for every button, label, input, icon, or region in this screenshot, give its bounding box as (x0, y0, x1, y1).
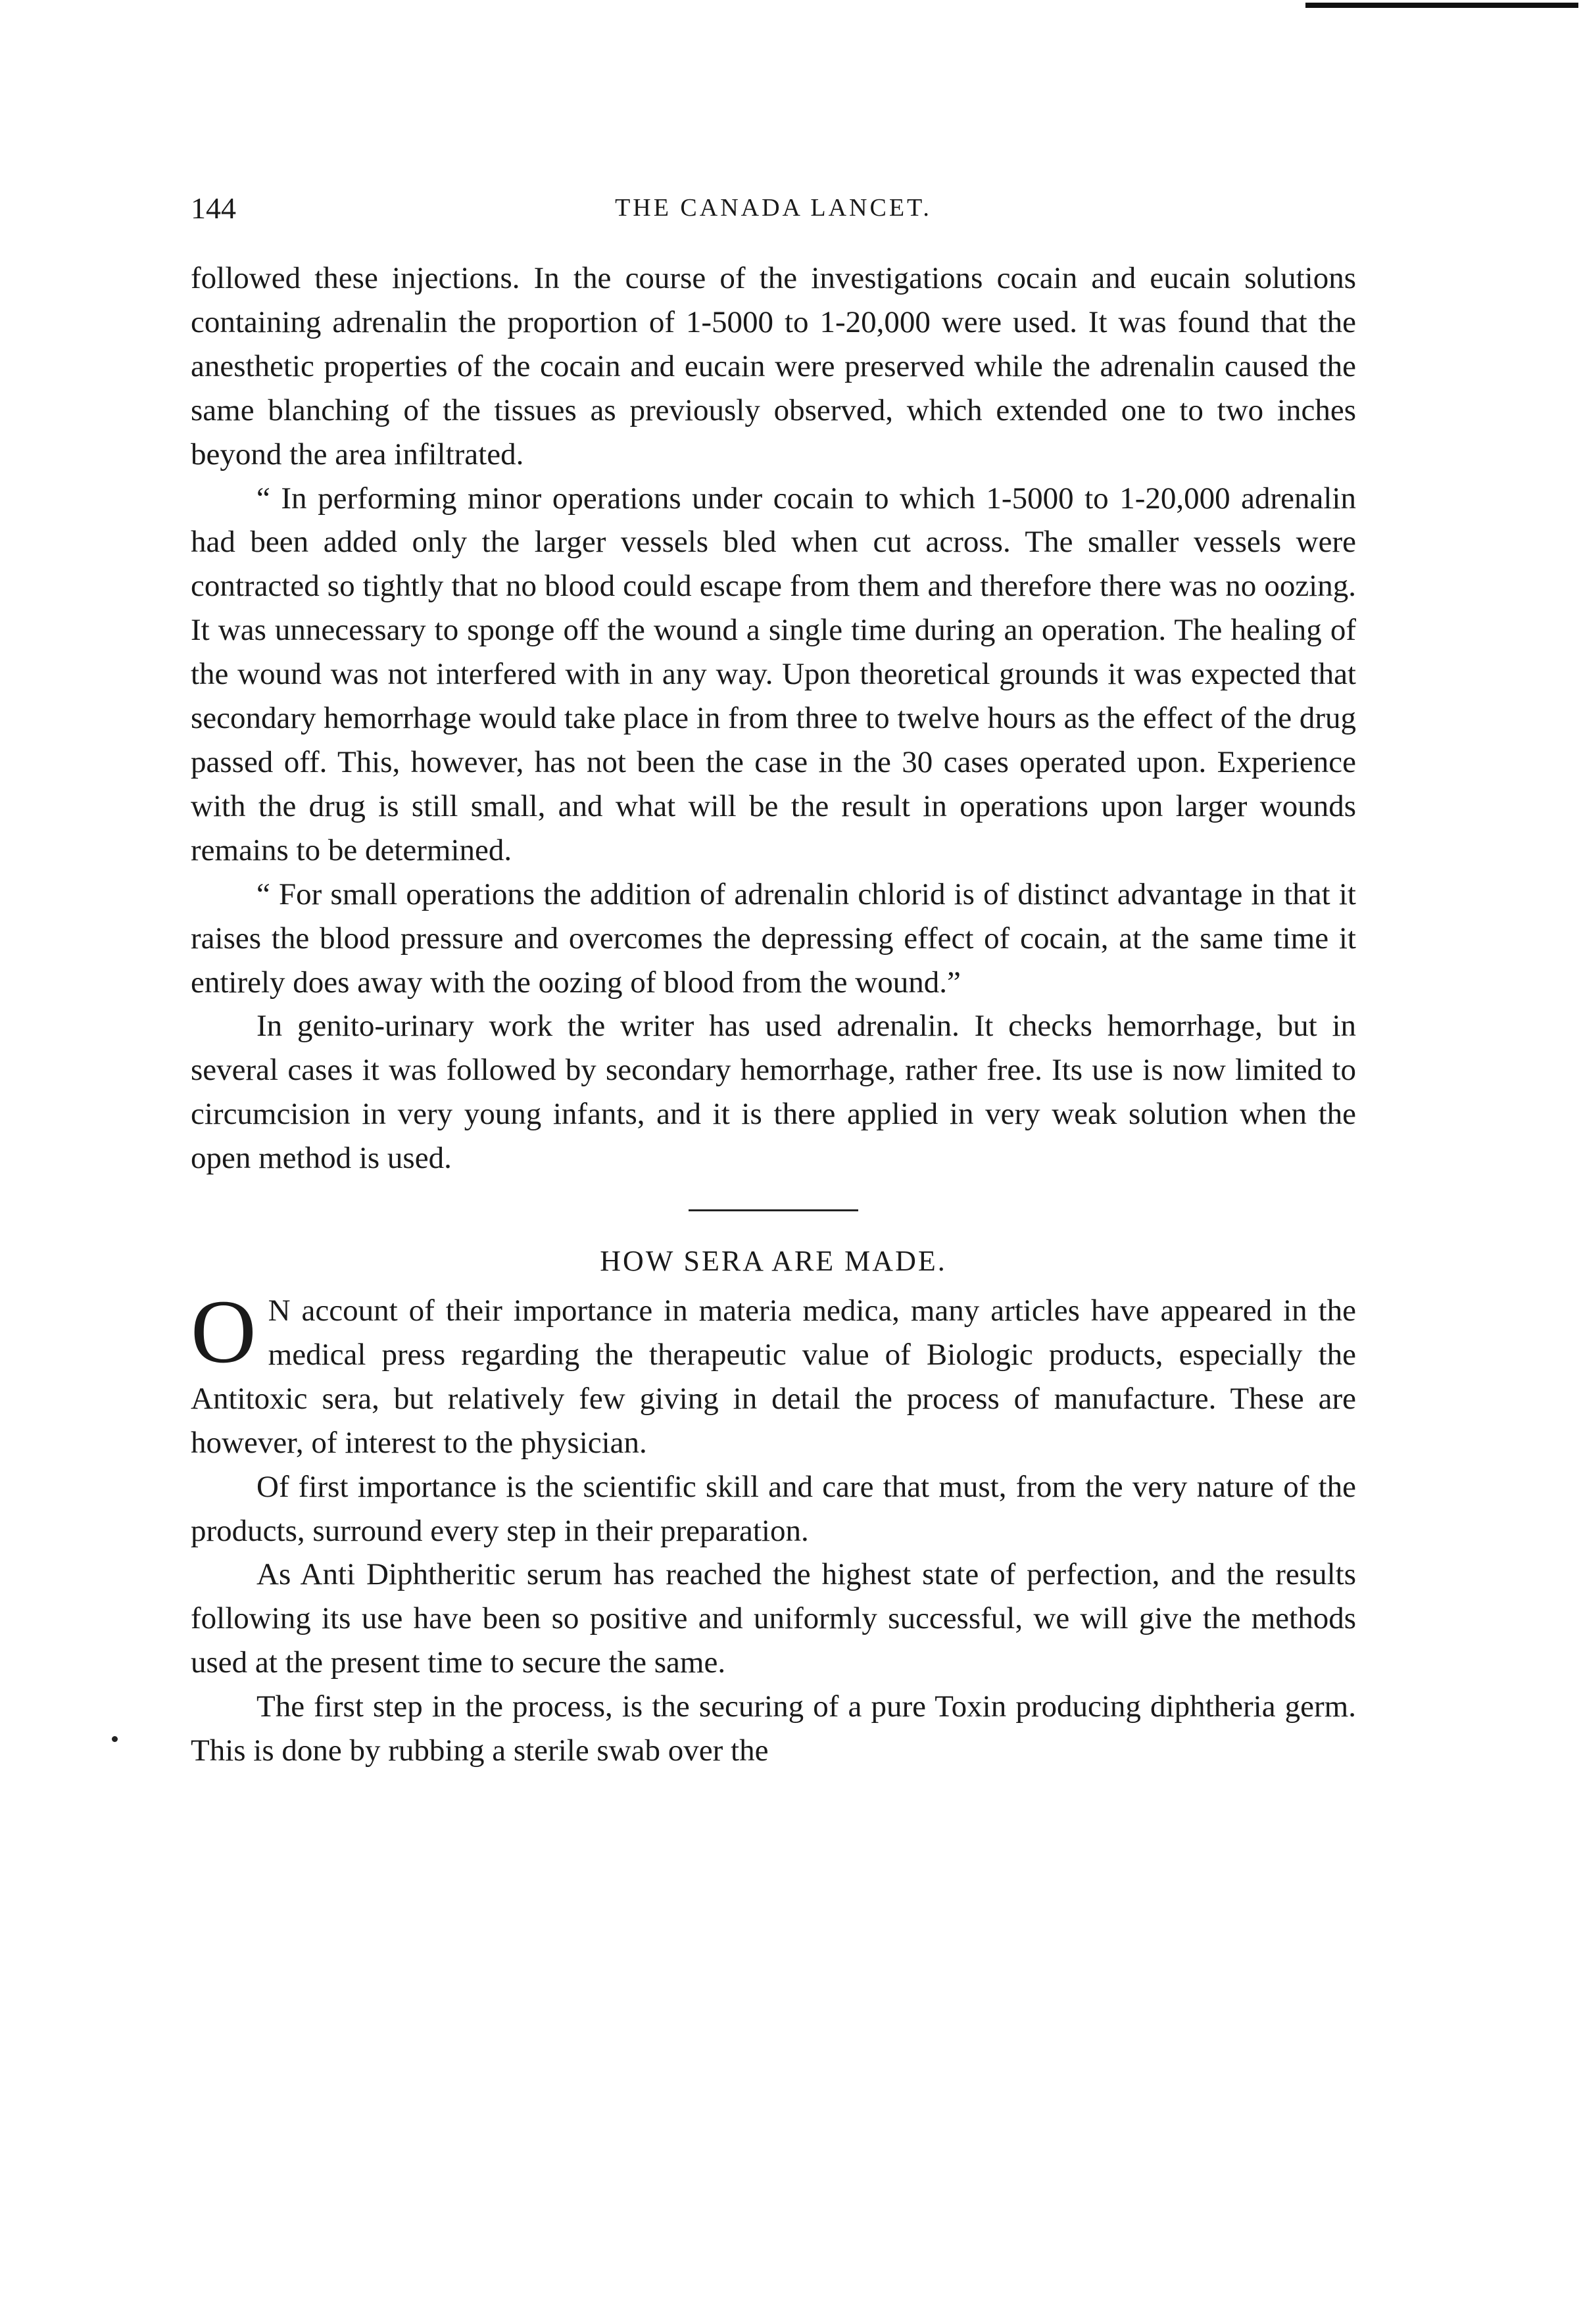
top-edge-rule (1305, 3, 1578, 8)
running-title: THE CANADA LANCET. (615, 194, 932, 222)
section-divider (689, 1209, 858, 1211)
drop-cap: O (191, 1281, 256, 1382)
paragraph-scientific-skill: Of first importance is the scientific skill and care that must, from the very nature of the products, surround every step in their preparation. (191, 1469, 1356, 1548)
page-header (191, 191, 1356, 230)
paragraph-quote-operations: “ In performing minor operations under cocain to which 1-5000 to 1-20,000 adrenalin had been added only the larger vessels bled when cut across. The smaller vessels were contracted so tightly that no blood could escape from them and therefore there was no oozing. It was unnecessary to sponge off the wound a single time during an operation. The healing of the wound was not interfered with in any way. Upon theoretical grounds it was expected that secondary hemorrhage would take place in from three to twelve hours as the effect of the drug passed off. This, however, has not been the case in the 30 cases operated upon. Experience with the drug is still small, and what will be the result in operations upon larger wounds remains to be determined. (191, 481, 1356, 867)
paragraph-first-step: The first step in the process, is the securing of a pure Toxin producing diphtheria germ. This is done by rubbing a sterile swab over the (191, 1689, 1356, 1768)
section-first-paragraph (191, 1281, 1356, 1465)
first-paragraph-text: N account of their importance in materia medica, many articles have appeared in the medical press regarding the therapeutic value of Biologic products, especially the Antitoxic sera, but relatively few giving in detail the process of manufacture. These are however, of interest to the physician. (191, 1294, 1356, 1460)
paragraph-continued: followed these injections. In the course of the investigations cocain and eucain solutions containing adrenalin the proportion of 1-5000 to 1-20,000 were used. It was found that the anesthetic properties of the cocain and eucain were preserved while the adrenalin caused the same blanching of the tissues as previously observed, which extended one to two inches beyond the area infiltrated. (191, 261, 1356, 472)
article-body (191, 256, 1356, 1773)
page-number: 144 (191, 191, 236, 225)
paragraph-anti-diphtheritic: As Anti Diphtheritic serum has reached the highest state of perfection, and the results following its use have been so positive and uniformly successful, we will give the methods used at the present time to secure the same. (191, 1557, 1356, 1680)
paragraph-genito-urinary: In genito-urinary work the writer has used adrenalin. It checks hemorrhage, but in several cases it was followed by secondary hemorrhage, rather free. Its use is now limited to circumcision in very young infants, and it is there applied in very weak solution when the open method is used. (191, 1009, 1356, 1176)
margin-ink-dot (112, 1736, 118, 1742)
paragraph-quote-small-operations: “ For small operations the addition of adrenalin chlorid is of distinct advantage in that it raises the blood pressure and overcomes the depressing effect of cocain, at the same time it entirely does away with the oozing of blood from the wound.” (191, 877, 1356, 1000)
section-heading: HOW SERA ARE MADE. (600, 1245, 947, 1278)
